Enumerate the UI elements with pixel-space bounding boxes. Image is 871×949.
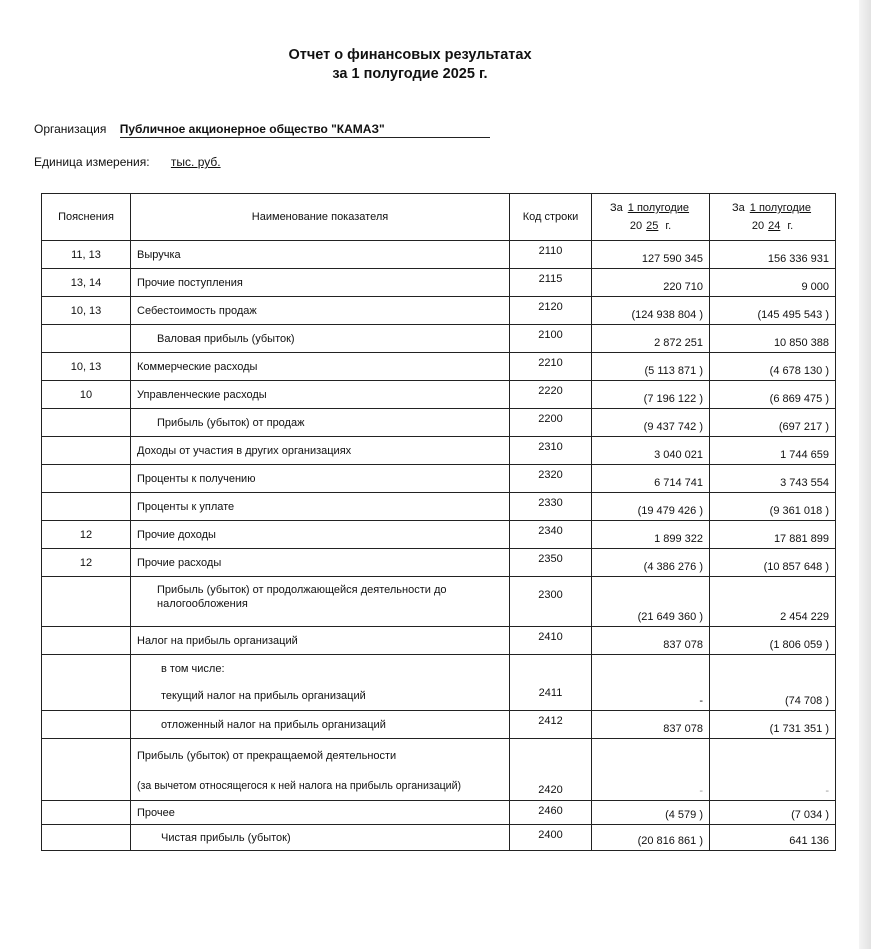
unit-label: Единица измерения: — [34, 155, 150, 169]
row-code: 2300 — [510, 577, 592, 627]
row-code: 2400 — [510, 825, 592, 851]
row-name: Прибыль (убыток) от прекращаемой деятельности — [131, 739, 510, 773]
row-name: Налог на прибыль организаций — [131, 627, 510, 655]
row-note: 10, 13 — [42, 353, 131, 381]
row-code: 2460 — [510, 801, 592, 825]
row-value-2025: (19 479 426 ) — [592, 493, 710, 521]
report-title-line1: Отчет о финансовых результатах — [288, 47, 532, 63]
table-row — [42, 683, 836, 711]
organization-value: Публичное акционерное общество "КАМАЗ" — [120, 122, 490, 138]
row-value-2024: (6 869 475 ) — [710, 381, 836, 409]
row-code: 2420 — [510, 773, 592, 801]
row-note: 12 — [42, 549, 131, 577]
row-note: 12 — [42, 521, 131, 549]
row-name: Проценты к получению — [131, 465, 510, 493]
row-value-2025: (21 649 360 ) — [592, 577, 710, 627]
row-note — [42, 711, 131, 739]
row-value-2024: (10 857 648 ) — [710, 549, 836, 577]
row-note — [42, 825, 131, 851]
row-name: текущий налог на прибыль организаций — [131, 683, 510, 711]
table-row — [42, 241, 836, 269]
report-title-line2: за 1 полугодие 2025 г. — [332, 66, 488, 82]
unit-value: тыс. руб. — [170, 155, 221, 169]
row-code: 2410 — [510, 627, 592, 655]
row-value-2024: (145 495 543 ) — [710, 297, 836, 325]
table-row — [42, 655, 836, 683]
row-code: 2210 — [510, 353, 592, 381]
table-row — [42, 711, 836, 739]
row-code: 2412 — [510, 711, 592, 739]
row-value-2025: - — [592, 683, 710, 711]
header-period-2024: За 1 полугодие 20 24 г. — [710, 194, 836, 241]
row-note — [42, 409, 131, 437]
row-note — [42, 627, 131, 655]
row-note: 10 — [42, 381, 131, 409]
row-name: Прочие доходы — [131, 521, 510, 549]
table-row — [42, 381, 836, 409]
row-name: Коммерческие расходы — [131, 353, 510, 381]
table-row — [42, 801, 836, 825]
table-row — [42, 269, 836, 297]
row-value-2025: 837 078 — [592, 711, 710, 739]
row-note — [42, 655, 131, 683]
row-value-2024: (9 361 018 ) — [710, 493, 836, 521]
row-value-2025: 1 899 322 — [592, 521, 710, 549]
report-title — [0, 46, 820, 84]
row-note — [42, 493, 131, 521]
row-value-2025 — [592, 655, 710, 683]
row-code: 2340 — [510, 521, 592, 549]
row-value-2024: (1 806 059 ) — [710, 627, 836, 655]
row-value-2025: 127 590 345 — [592, 241, 710, 269]
table-row — [42, 465, 836, 493]
row-note: 11, 13 — [42, 241, 131, 269]
row-note — [42, 683, 131, 711]
row-value-2024: (74 708 ) — [710, 683, 836, 711]
row-code: 2350 — [510, 549, 592, 577]
organization-line — [34, 122, 490, 138]
row-value-2024: 2 454 229 — [710, 577, 836, 627]
row-value-2025: 6 714 741 — [592, 465, 710, 493]
row-note — [42, 325, 131, 353]
row-value-2025: (4 386 276 ) — [592, 549, 710, 577]
row-value-2024: 10 850 388 — [710, 325, 836, 353]
row-value-2024: 641 136 — [710, 825, 836, 851]
row-value-2024: (7 034 ) — [710, 801, 836, 825]
row-value-2024: (697 217 ) — [710, 409, 836, 437]
row-name: Прочие расходы — [131, 549, 510, 577]
row-name: Чистая прибыль (убыток) — [131, 825, 510, 851]
row-code: 2310 — [510, 437, 592, 465]
table-row — [42, 353, 836, 381]
row-name: Прибыль (убыток) от продолжающейся деятельности до налогообложения — [131, 577, 510, 627]
row-code: 2411 — [510, 683, 592, 711]
row-name: Управленческие расходы — [131, 381, 510, 409]
table-row — [42, 521, 836, 549]
row-value-2024: 17 881 899 — [710, 521, 836, 549]
row-code: 2100 — [510, 325, 592, 353]
row-name: Доходы от участия в других организациях — [131, 437, 510, 465]
row-name: отложенный налог на прибыль организаций — [131, 711, 510, 739]
row-value-2024: (4 678 130 ) — [710, 353, 836, 381]
header-period-2025: За 1 полугодие 20 25 г. — [592, 194, 710, 241]
table-row — [42, 297, 836, 325]
row-code — [510, 739, 592, 773]
table-row — [42, 773, 836, 801]
page-edge — [859, 0, 871, 949]
row-value-2025: (5 113 871 ) — [592, 353, 710, 381]
row-name: Себестоимость продаж — [131, 297, 510, 325]
row-name: Прочие поступления — [131, 269, 510, 297]
table-row — [42, 325, 836, 353]
row-value-2024: 9 000 — [710, 269, 836, 297]
row-code: 2115 — [510, 269, 592, 297]
row-code: 2110 — [510, 241, 592, 269]
row-value-2024: 3 743 554 — [710, 465, 836, 493]
row-code — [510, 655, 592, 683]
table-row — [42, 437, 836, 465]
table-header-row — [42, 194, 836, 241]
table-row — [42, 577, 836, 627]
row-name: Валовая прибыль (убыток) — [131, 325, 510, 353]
financial-results-table — [41, 193, 836, 851]
row-value-2024 — [710, 739, 836, 773]
row-value-2025: (20 816 861 ) — [592, 825, 710, 851]
table-row — [42, 549, 836, 577]
row-name: Прочее — [131, 801, 510, 825]
row-note — [42, 465, 131, 493]
unit-line — [34, 155, 221, 169]
row-value-2024: 156 336 931 — [710, 241, 836, 269]
table-row — [42, 409, 836, 437]
row-code: 2320 — [510, 465, 592, 493]
row-note — [42, 739, 131, 773]
row-value-2025: 2 872 251 — [592, 325, 710, 353]
row-value-2025: (7 196 122 ) — [592, 381, 710, 409]
row-value-2024: - — [710, 773, 836, 801]
row-code: 2200 — [510, 409, 592, 437]
row-code: 2220 — [510, 381, 592, 409]
row-note — [42, 437, 131, 465]
organization-label: Организация — [34, 122, 107, 136]
row-value-2025: 3 040 021 — [592, 437, 710, 465]
row-name: в том числе: — [131, 655, 510, 683]
row-value-2025: - — [592, 773, 710, 801]
row-code: 2330 — [510, 493, 592, 521]
table-row — [42, 627, 836, 655]
table-row — [42, 825, 836, 851]
row-note — [42, 801, 131, 825]
row-note — [42, 773, 131, 801]
row-name: Выручка — [131, 241, 510, 269]
row-value-2024: 1 744 659 — [710, 437, 836, 465]
table-row — [42, 739, 836, 773]
row-note — [42, 577, 131, 627]
row-note: 13, 14 — [42, 269, 131, 297]
header-notes: Пояснения — [42, 194, 131, 241]
row-value-2025 — [592, 739, 710, 773]
row-note: 10, 13 — [42, 297, 131, 325]
row-value-2025: (4 579 ) — [592, 801, 710, 825]
row-value-2025: (124 938 804 ) — [592, 297, 710, 325]
header-indicator: Наименование показателя — [131, 194, 510, 241]
row-code: 2120 — [510, 297, 592, 325]
header-code: Код строки — [510, 194, 592, 241]
row-value-2024: (1 731 351 ) — [710, 711, 836, 739]
row-name: Прибыль (убыток) от продаж — [131, 409, 510, 437]
row-value-2025: (9 437 742 ) — [592, 409, 710, 437]
row-value-2025: 220 710 — [592, 269, 710, 297]
row-name: (за вычетом относящегося к ней налога на прибыль организаций) — [131, 773, 510, 801]
table-row — [42, 493, 836, 521]
row-value-2024 — [710, 655, 836, 683]
row-name: Проценты к уплате — [131, 493, 510, 521]
row-value-2025: 837 078 — [592, 627, 710, 655]
